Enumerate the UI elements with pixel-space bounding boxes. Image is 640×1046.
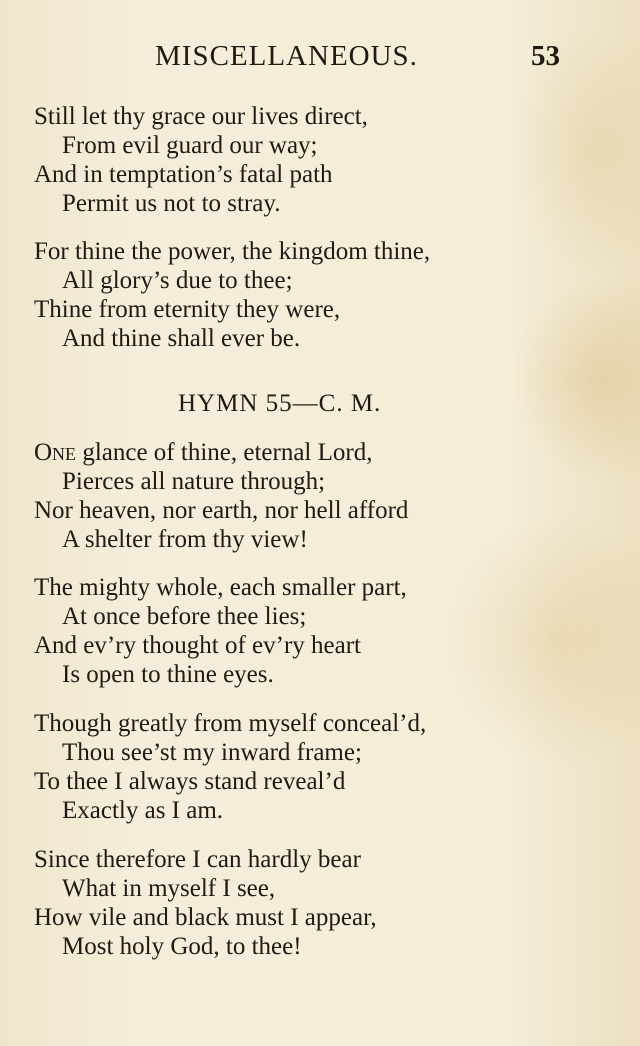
verse-line: Though greatly from myself conceal’d, xyxy=(34,710,427,737)
verse-line: To thee I always stand reveal’d xyxy=(34,768,346,795)
drop-word: One xyxy=(34,439,77,466)
verse-line: And thine shall ever be. xyxy=(62,325,301,352)
verse-line: Is open to thine eyes. xyxy=(62,661,274,688)
verse-line: Pierces all nature through; xyxy=(62,468,326,495)
verse-line: For thine the power, the kingdom thine, xyxy=(34,238,431,265)
verse-line: How vile and black must I appear, xyxy=(34,904,377,931)
verse-line: And ev’ry thought of ev’ry heart xyxy=(34,632,361,659)
hymn-title: HYMN 55—C. M. xyxy=(178,390,382,417)
verse-line: And in temptation’s fatal path xyxy=(34,161,333,188)
verse-line: What in myself I see, xyxy=(62,875,276,902)
verse-line: Thou see’st my inward frame; xyxy=(62,739,362,766)
verse-line: Exactly as I am. xyxy=(62,797,224,824)
verse-line: Still let thy grace our lives direct, xyxy=(34,103,368,130)
page-header xyxy=(0,40,640,80)
verse-line: Permit us not to stray. xyxy=(62,190,281,217)
verse-line xyxy=(34,438,372,468)
verse-line-rest: glance of thine, eternal Lord, xyxy=(76,439,373,466)
verse-line: All glory’s due to thee; xyxy=(62,267,293,294)
verse-line: A shelter from thy view! xyxy=(62,526,308,553)
verse-line: Since therefore I can hardly bear xyxy=(34,846,361,873)
verse-line: From evil guard our way; xyxy=(62,132,318,159)
running-title: MISCELLANEOUS. xyxy=(155,40,418,72)
verse-line: At once before thee lies; xyxy=(62,603,307,630)
verse-line: The mighty whole, each smaller part, xyxy=(34,574,407,601)
verse-line: Thine from eternity they were, xyxy=(34,296,341,323)
verse-line: Most holy God, to thee! xyxy=(62,933,302,960)
page-number: 53 xyxy=(531,40,560,72)
verse-line: Nor heaven, nor earth, nor hell afford xyxy=(34,497,409,524)
